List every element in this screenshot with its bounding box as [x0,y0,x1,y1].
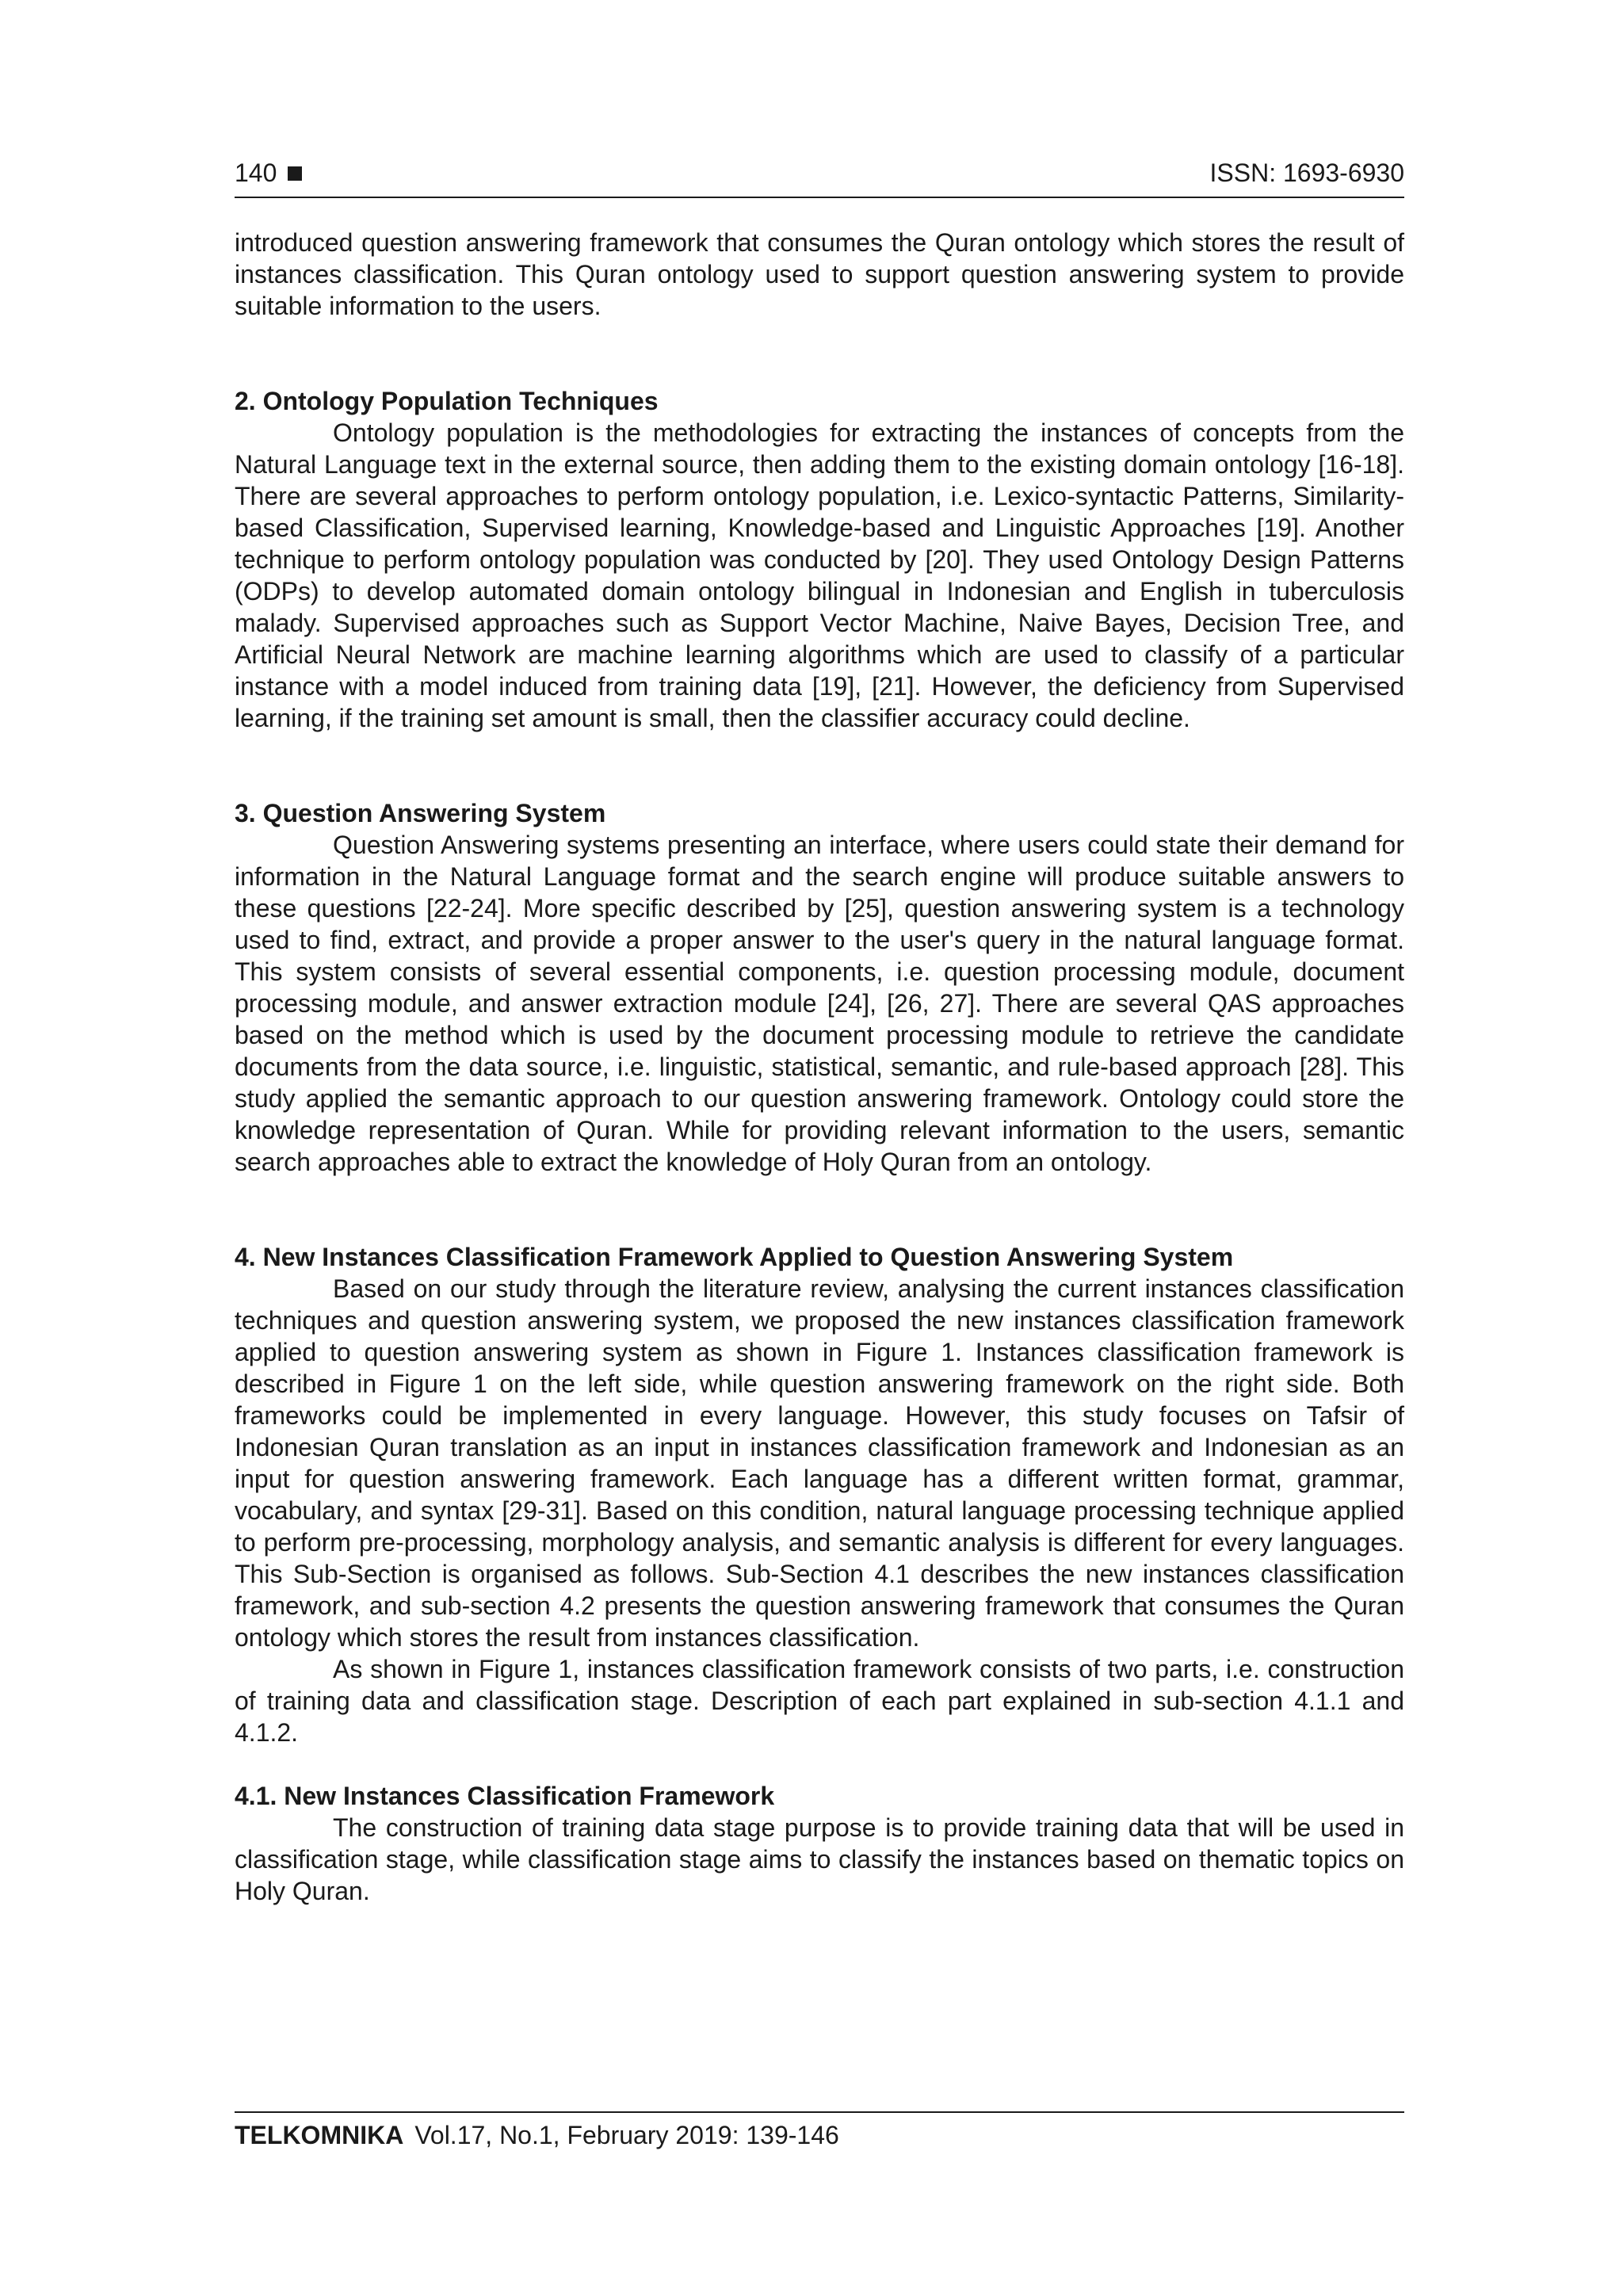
journal-citation: Vol.17, No.1, February 2019: 139-146 [414,2121,839,2149]
intro-paragraph: introduced question answering framework that consumes the Quran ontology which stores the result of instances classification. This Quran ontology used to support question answering system to provide suitable information to the users. [235,228,1404,320]
page-body [235,227,1404,1907]
spacer [235,734,1404,797]
spacer [235,1748,1404,1780]
square-bullet-icon [288,166,302,181]
section-4-paragraph-2: As shown in Figure 1, instances classification framework consists of two parts, i.e. construction of training data and classification stage. Description of each part explained in sub-section 4.1.1 and 4.1.2. [235,1655,1404,1747]
header-left [235,155,302,190]
spacer [235,322,1404,385]
section-4-title: 4. New Instances Classification Framework Applied to Question Answering System [235,1243,1234,1271]
issn: ISSN: 1693-6930 [1209,159,1404,187]
running-footer [235,2111,1404,2151]
spacer [235,1178,1404,1241]
page-number: 140 [235,159,277,187]
section-4-paragraph-1: Based on our study through the literature review, analysing the current instances classification techniques and question answering system, we proposed the new instances classification framework applied to question answering system as shown in Figure 1. Instances classification framework is described in Figure 1 on the left side, while question answering framework on the right side. Both frameworks could be implemented in every language. However, this study focuses on Tafsir of Indonesian Quran translation as an input in instances classification framework and Indonesian as an input for question answering framework. Each language has a different written format, grammar, vocabulary, and syntax [29-31]. Based on this condition, natural language processing technique applied to perform pre-processing, morphology analysis, and semantic analysis is different for every languages. This Sub-Section is organised as follows. Sub-Section 4.1 describes the new instances classification framework, and sub-section 4.2 presents the question answering framework that consumes the Quran ontology which stores the result from instances classification. [235,1274,1404,1652]
section-3-title: 3. Question Answering System [235,799,606,827]
running-header [235,155,1404,198]
section-2-title: 2. Ontology Population Techniques [235,387,659,415]
section-4-1-paragraph: The construction of training data stage purpose is to provide training data that will be used in classification stage, while classification stage aims to classify the instances based on thematic topics on Holy Quran. [235,1813,1404,1905]
section-2-paragraph: Ontology population is the methodologies for extracting the instances of concepts from the Natural Language text in the external source, then adding them to the existing domain ontology [16-18]. There are several approaches to perform ontology population, i.e. Lexico-syntactic Patterns, Similarity-based Classification, Supervised learning, Knowledge-based and Linguistic Approaches [19]. Another technique to perform ontology population was conducted by [20]. They used Ontology Design Patterns (ODPs) to develop automated domain ontology bilingual in Indonesian and English in tuberculosis malady. Supervised approaches such as Support Vector Machine, Naive Bayes, Decision Tree, and Artificial Neural Network are machine learning algorithms which are used to classify of a particular instance with a model induced from training data [19], [21]. However, the deficiency from Supervised learning, if the training set amount is small, then the classifier accuracy could decline. [235,418,1404,732]
section-4-1-title: 4.1. New Instances Classification Framework [235,1782,775,1810]
section-3-paragraph: Question Answering systems presenting an interface, where users could state their demand for information in the Natural Language format and the search engine will produce suitable answers to these questions [22-24]. More specific described by [25], question answering system is a technology used to find, extract, and provide a proper answer to the user's query in the natural language format. This system consists of several essential components, i.e. question processing module, document processing module, and answer extraction module [24], [26, 27]. There are several QAS approaches based on the method which is used by the document processing module to retrieve the candidate documents from the data source, i.e. linguistic, statistical, semantic, and rule-based approach [28]. This study applied the semantic approach to our question answering framework. Ontology could store the knowledge representation of Quran. While for providing relevant information to the users, semantic search approaches able to extract the knowledge of Holy Quran from an ontology. [235,831,1404,1176]
journal-name: TELKOMNIKA [235,2121,404,2149]
